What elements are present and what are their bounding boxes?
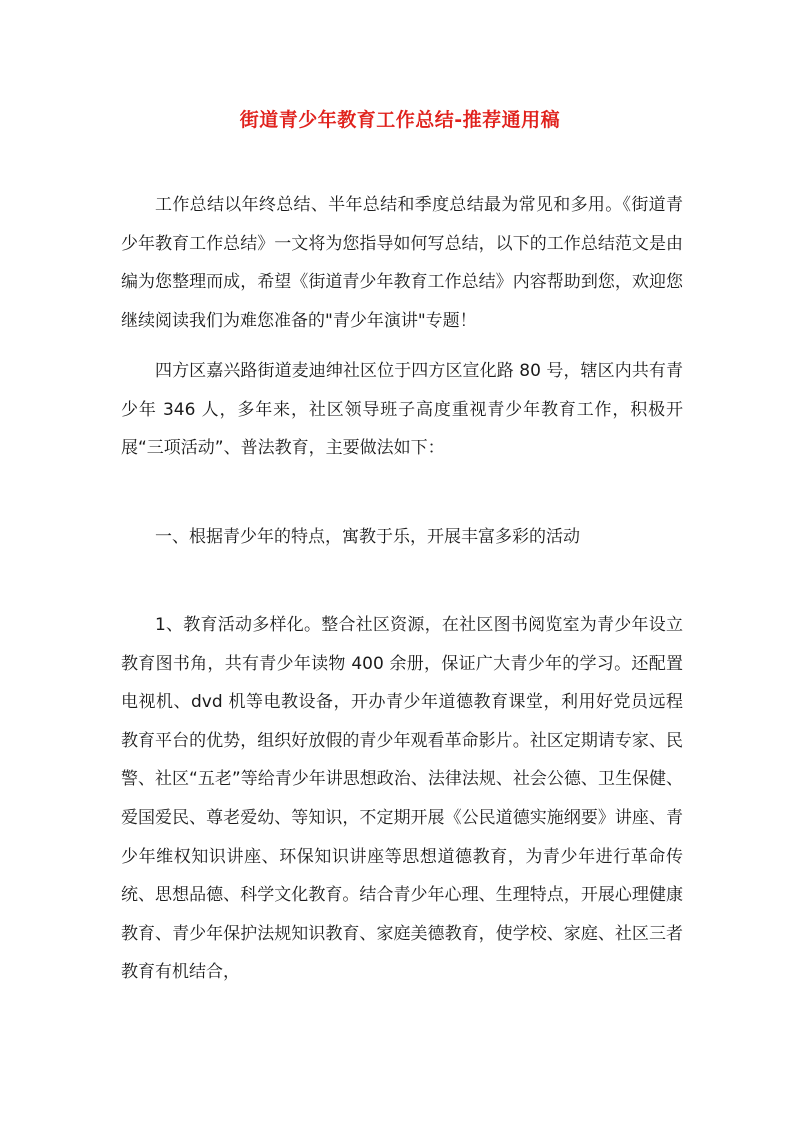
background-paragraph: 四方区嘉兴路街道麦迪绅社区位于四方区宣化路 80 号，辖区内共有青少年 346 人，多年来，社区领导班子高度重视青少年教育工作，积极开展“三项活动”、普法教育，主要做法如下： — [121, 361, 683, 459]
document-title: 街道青少年教育工作总结-推荐通用稿 — [239, 109, 561, 131]
item-1-paragraph: 1、教育活动多样化。整合社区资源，在社区图书阅览室为青少年设立教育图书角，共有青少年读物 400 余册，保证广大青少年的学习。还配置电视机、dvd 机等电教设备，开办青少年道德教育课堂，利用好党员远程教育平台的优势，组织好放假的青少年观看革命影片。社区定期请专家、民警、社区“五老”等给青少年讲思想政治、法律法规、社会公德、卫生保健、爱国爱民、尊老爱幼、等知识，不定期开展《公民道德实施纲要》讲座、青少年维权知识讲座、环保知识讲座等思想道德教育，为青少年进行革命传统、思想品德、科学文化教育。结合青少年心理、生理特点，开展心理健康教育、青少年保护法规知识教育、家庭美德教育，使学校、家庭、社区三者教育有机结合， — [121, 615, 683, 983]
intro-paragraph: 工作总结以年终总结、半年总结和季度总结最为常见和多用。《街道青少年教育工作总结》一文将为您指导如何写总结，以下的工作总结范文是由编为您整理而成，希望《街道青少年教育工作总结》内容帮助到您，欢迎您继续阅读我们为难您准备的"青少年演讲"专题！ — [121, 195, 683, 331]
section-heading: 一、根据青少年的特点，寓教于乐，开展丰富多彩的活动 — [155, 527, 580, 547]
